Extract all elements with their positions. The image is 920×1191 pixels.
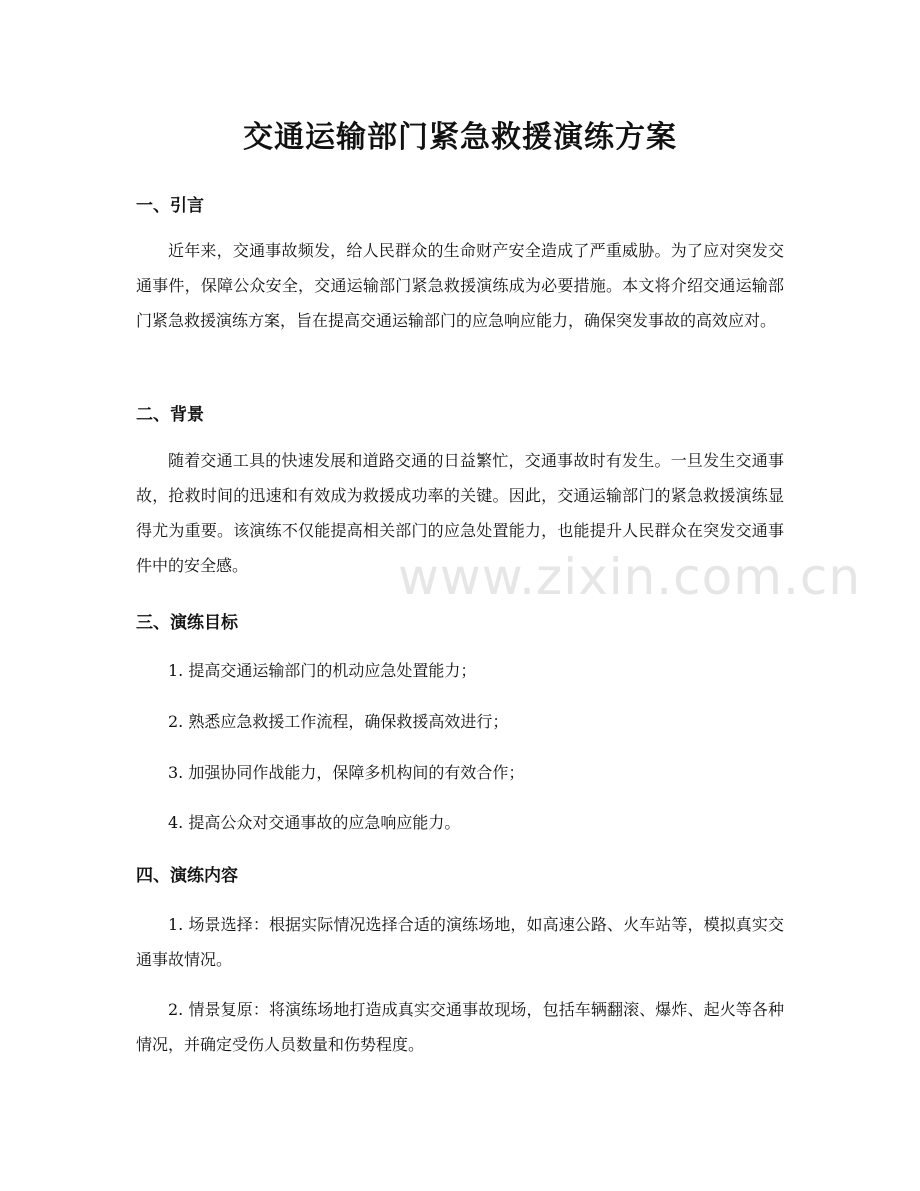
- section-heading-goals: 三、演练目标: [136, 613, 238, 633]
- intro-paragraph: 近年来，交通事故频发，给人民群众的生命财产安全造成了严重威胁。为了应对突发交通事件，保障公众安全，交通运输部门紧急救援演练成为必要措施。本文将介绍交通运输部门紧急救援演练方案，旨在提高交通运输部门的应急响应能力，确保突发事故的高效应对。: [136, 241, 784, 330]
- watermark: www.zixin.com.cn: [398, 548, 862, 606]
- goal-item: 3. 加强协同作战能力，保障多机构间的有效合作；: [168, 763, 525, 782]
- goal-item: 4. 提高公众对交通事故的应急响应能力。: [168, 813, 461, 832]
- section-heading-intro: 一、引言: [136, 196, 204, 216]
- goal-item: 1. 提高交通运输部门的机动应急处置能力；: [168, 661, 477, 680]
- content-item: 2. 情景复原：将演练场地打造成真实交通事故现场，包括车辆翻滚、爆炸、起火等各种情况，并确定受伤人员数量和伤势程度。: [136, 1000, 784, 1054]
- document-title: 交通运输部门紧急救援演练方案: [243, 120, 677, 155]
- section-heading-content: 四、演练内容: [136, 866, 238, 886]
- section-heading-background: 二、背景: [136, 405, 204, 425]
- background-paragraph: 随着交通工具的快速发展和道路交通的日益繁忙，交通事故时有发生。一旦发生交通事故，抢救时间的迅速和有效成为救援成功率的关键。因此，交通运输部门的紧急救援演练显得尤为重要。该演练不仅能提高相关部门的应急处置能力，也能提升人民群众在突发交通事件中的安全感。: [136, 451, 784, 575]
- goal-item: 2. 熟悉应急救援工作流程，确保救援高效进行；: [168, 712, 509, 731]
- content-item: 1. 场景选择：根据实际情况选择合适的演练场地，如高速公路、火车站等，模拟真实交通事故情况。: [136, 915, 784, 969]
